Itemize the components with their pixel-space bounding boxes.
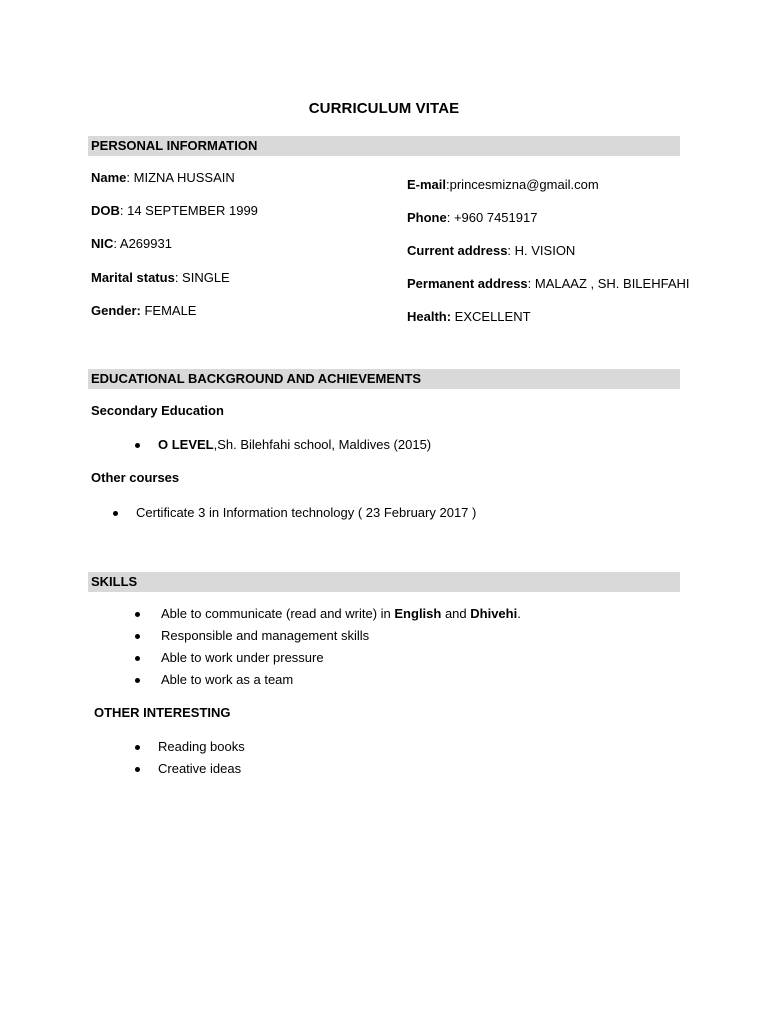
personal-information-heading: PERSONAL INFORMATION <box>88 136 680 156</box>
email-value: :princesmizna@gmail.com <box>446 177 599 192</box>
list-item-text <box>158 437 431 453</box>
gender-value: FEMALE <box>140 303 197 318</box>
marital-status-field <box>91 270 230 286</box>
health-value: EXCELLENT <box>451 309 531 324</box>
nic-value: : A269931 <box>113 236 172 251</box>
list-item-text: Able to work as a team <box>161 672 294 687</box>
name-label: Name <box>91 170 127 185</box>
name-field <box>91 170 235 186</box>
dhivehi-language: Dhivehi <box>470 606 518 621</box>
permanent-address-value: : MALAAZ , SH. BILEHFAHI <box>527 276 690 291</box>
skill-text-part: and <box>441 606 471 621</box>
phone-label: Phone <box>407 210 447 225</box>
current-address-label: Current address <box>407 243 508 258</box>
marital-status-label: Marital status <box>91 270 175 285</box>
bullet-icon <box>135 443 140 448</box>
email-label: E-mail <box>407 177 447 192</box>
olevel-detail: ,Sh. Bilehfahi school, Maldives (2015) <box>213 437 432 452</box>
document-title: CURRICULUM VITAE <box>308 100 460 117</box>
nic-field <box>91 236 172 252</box>
education-heading: EDUCATIONAL BACKGROUND AND ACHIEVEMENTS <box>88 369 680 389</box>
name-value: : MIZNA HUSSAIN <box>126 170 235 185</box>
list-item <box>113 505 533 521</box>
list-item-text: Responsible and management skills <box>161 628 370 643</box>
list-item <box>135 650 555 666</box>
other-interesting-heading: OTHER INTERESTING <box>94 705 231 720</box>
skills-heading: SKILLS <box>88 572 680 592</box>
dob-label: DOB <box>91 203 120 218</box>
bullet-icon <box>135 767 140 772</box>
phone-value: : +960 7451917 <box>446 210 538 225</box>
list-item-text <box>161 606 521 622</box>
health-label: Health: <box>407 309 452 324</box>
dob-value: : 14 SEPTEMBER 1999 <box>119 203 258 218</box>
email-field <box>407 177 599 193</box>
nic-label: NIC <box>91 236 114 251</box>
list-item <box>135 739 555 755</box>
permanent-address-label: Permanent address <box>407 276 528 291</box>
gender-label: Gender: <box>91 303 141 318</box>
skill-text-part: . <box>517 606 521 621</box>
list-item-text: Creative ideas <box>158 761 242 776</box>
list-item <box>135 672 555 688</box>
dob-field <box>91 203 258 219</box>
bullet-icon <box>135 612 140 617</box>
marital-status-value: : SINGLE <box>174 270 230 285</box>
bullet-icon <box>135 678 140 683</box>
phone-field <box>407 210 537 226</box>
english-language: English <box>394 606 442 621</box>
bullet-icon <box>135 656 140 661</box>
bullet-icon <box>113 511 118 516</box>
list-item-text: Reading books <box>158 739 245 754</box>
list-item-text: Able to work under pressure <box>161 650 324 665</box>
skill-text-part: Able to communicate (read and write) in <box>161 606 395 621</box>
secondary-education-heading: Secondary Education <box>91 403 224 418</box>
permanent-address-field <box>407 276 690 292</box>
list-item <box>135 628 555 644</box>
list-item <box>135 606 555 622</box>
list-item <box>135 761 555 777</box>
list-item <box>135 437 555 453</box>
olevel-label: O LEVEL <box>158 437 214 452</box>
other-courses-heading: Other courses <box>91 470 180 485</box>
health-field <box>407 309 531 325</box>
bullet-icon <box>135 634 140 639</box>
gender-field <box>91 303 196 319</box>
current-address-field <box>407 243 575 259</box>
bullet-icon <box>135 745 140 750</box>
current-address-value: : H. VISION <box>507 243 576 258</box>
list-item-text: Certificate 3 in Information technology ( 23 February 2017 ) <box>136 505 477 520</box>
